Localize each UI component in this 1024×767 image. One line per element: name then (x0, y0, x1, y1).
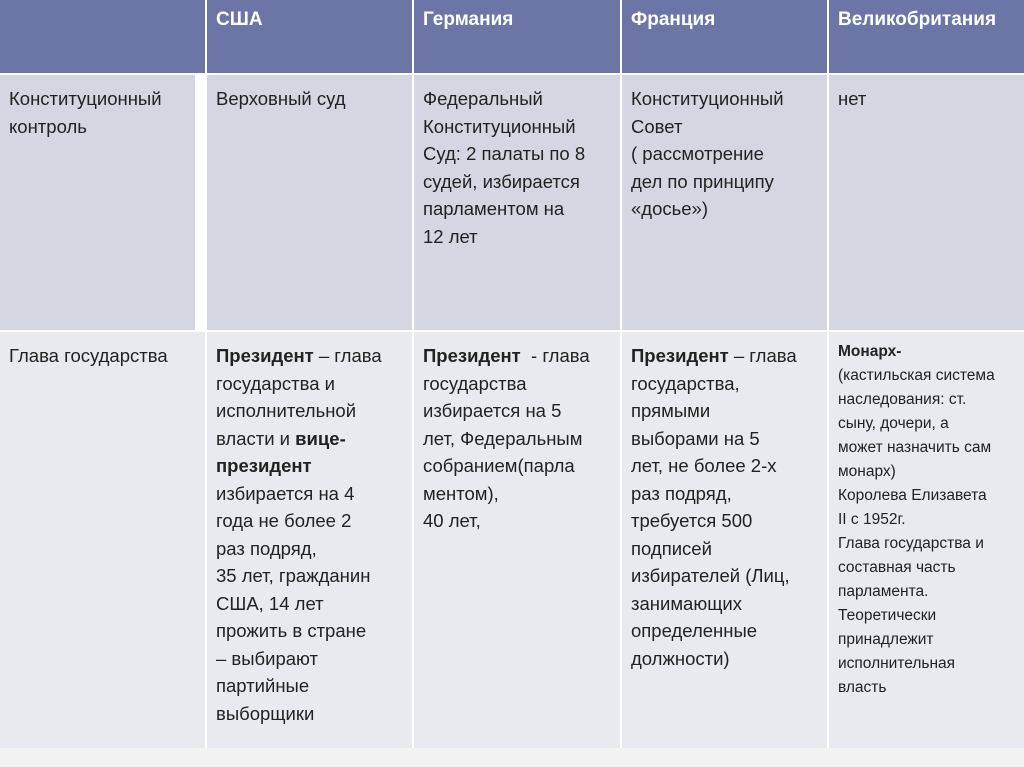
text-fragment: избирателей (Лиц, (631, 565, 790, 586)
text-fragment: раз подряд, (216, 537, 317, 559)
text-fragment: 12 лет (423, 225, 478, 247)
text-fragment: – глава (728, 345, 797, 366)
cell-line (423, 397, 612, 425)
cell-germany-head-of-state (414, 332, 620, 752)
cell-line (216, 85, 404, 113)
cell-usa-head-of-state (207, 332, 412, 752)
text-fragment: избирается на 5 (423, 400, 562, 421)
text-fragment: 35 лет, гражданин (216, 565, 371, 586)
text-fragment: лет, не более 2-х (631, 455, 777, 476)
cell-line (423, 425, 612, 453)
cell-line (631, 507, 819, 535)
cell-line (423, 370, 612, 398)
cell-line (631, 645, 819, 673)
cell-line (838, 676, 1024, 700)
text-fragment: Верховный суд (216, 88, 346, 109)
text-fragment: составная часть (838, 559, 956, 576)
slide-bottom-margin (0, 748, 1024, 767)
text-fragment: собранием(парла (423, 455, 575, 476)
cell-line (216, 700, 404, 728)
cell-line (631, 452, 819, 480)
cell-line (423, 452, 612, 480)
cell-line (838, 85, 1024, 113)
text-fragment: наследования: ст. (838, 391, 967, 408)
text-fragment: выборами на 5 (631, 427, 760, 449)
header-uk: Великобритания (829, 0, 1024, 73)
cell-line (631, 397, 819, 425)
text-fragment: Суд: 2 палаты по 8 (423, 143, 586, 164)
bold-term: вице- (295, 427, 346, 449)
text-fragment: выборщики (216, 702, 315, 724)
cell-line (631, 425, 819, 453)
text-fragment: Совет (631, 115, 683, 137)
text-fragment: Конституционный (631, 88, 784, 109)
text-fragment: Королева Елизавета (838, 487, 987, 504)
cell-line (631, 562, 819, 590)
header-germany: Германия (414, 0, 620, 73)
cell-line (838, 388, 1024, 412)
text-fragment: занимающих (631, 592, 743, 614)
text-fragment: сыну, дочери, а (838, 415, 949, 432)
cell-line (631, 113, 819, 141)
text-fragment: подписей (631, 537, 712, 559)
text-fragment: государства и (216, 372, 335, 394)
text-fragment: лет, Федеральным (423, 427, 583, 449)
text-fragment: 40 лет, (423, 510, 481, 531)
cell-line (838, 364, 1024, 388)
text-fragment: (кастильская система (838, 367, 995, 384)
text-fragment: государства, (631, 372, 740, 394)
cell-line (216, 562, 404, 590)
text-fragment: парламентом на (423, 198, 565, 219)
cell-line (216, 452, 404, 480)
cell-line (838, 508, 1024, 532)
cell-line (423, 168, 612, 196)
bold-term: Президент (216, 345, 314, 366)
cell-line (838, 604, 1024, 628)
bold-term: Монарх- (838, 343, 902, 360)
bold-term: Президент (631, 345, 729, 366)
cell-line (838, 460, 1024, 484)
text-fragment: определенные (631, 620, 758, 641)
text-fragment: Федеральный (423, 88, 543, 109)
cell-line (216, 425, 404, 453)
text-fragment: государства (423, 372, 527, 394)
cell-line (631, 480, 819, 508)
text-fragment: II с 1952г. (838, 511, 906, 528)
cell-line (216, 590, 404, 618)
text-fragment: может назначить сам (838, 439, 992, 456)
cell-france-constitutional-control (622, 75, 827, 330)
cell-line (216, 342, 404, 370)
cell-germany-constitutional-control (414, 75, 620, 330)
bold-term: президент (216, 455, 312, 476)
text-fragment: дел по принципу (631, 170, 774, 192)
cell-france-head-of-state (622, 332, 827, 752)
text-fragment: ( рассмотрение (631, 143, 764, 164)
text-fragment: раз подряд, (631, 482, 732, 504)
cell-line (838, 652, 1024, 676)
cell-line (216, 535, 404, 563)
text-fragment: ментом), (423, 482, 499, 504)
header-usa: США (207, 0, 412, 73)
text-fragment: «досье») (631, 198, 708, 219)
cell-line (631, 140, 819, 168)
cell-line (423, 85, 612, 113)
text-fragment: – выбирают (216, 647, 319, 669)
cell-line (423, 195, 612, 223)
cell-line (423, 480, 612, 508)
cell-line (216, 617, 404, 645)
bold-term: Президент (423, 345, 521, 366)
text-fragment: прямыми (631, 400, 711, 421)
cell-uk-head-of-state (829, 332, 1024, 752)
cell-line (631, 168, 819, 196)
text-fragment: власти и (216, 427, 296, 449)
cell-line (838, 340, 1024, 364)
cell-line (631, 370, 819, 398)
cell-line (423, 113, 612, 141)
text-fragment: должности) (631, 647, 730, 669)
cell-line (216, 397, 404, 425)
cell-line (216, 645, 404, 673)
cell-line (631, 590, 819, 618)
cell-line (838, 484, 1024, 508)
text-fragment: прожить в стране (216, 620, 367, 641)
cell-line (423, 140, 612, 168)
text-fragment: власть (838, 679, 887, 696)
cell-line (216, 370, 404, 398)
cell-line (838, 556, 1024, 580)
cell-line (216, 507, 404, 535)
cell-line (631, 617, 819, 645)
text-fragment: партийные (216, 675, 310, 696)
text-fragment: Конституционный (423, 115, 576, 137)
cell-line (631, 535, 819, 563)
text-fragment: принадлежит (838, 631, 934, 648)
cell-line (838, 436, 1024, 460)
text-fragment: исполнительная (838, 655, 956, 672)
text-fragment: Теоретически (838, 607, 937, 624)
cell-line (838, 412, 1024, 436)
row-label-constitutional-control: Конституционный контроль (0, 75, 195, 330)
text-fragment: требуется 500 (631, 510, 753, 531)
text-fragment: монарх) (838, 463, 896, 480)
text-fragment: - глава (520, 345, 590, 366)
text-fragment: избирается на 4 (216, 482, 355, 504)
cell-line (216, 672, 404, 700)
text-fragment: нет (838, 88, 867, 109)
header-france: Франция (622, 0, 827, 73)
cell-line (631, 342, 819, 370)
text-fragment: парламента. (838, 583, 929, 600)
text-fragment: Глава государства и (838, 535, 984, 552)
header-empty (0, 0, 205, 73)
cell-line (216, 480, 404, 508)
cell-line (631, 85, 819, 113)
cell-line (423, 342, 612, 370)
text-fragment: года не более 2 (216, 510, 352, 531)
cell-uk-constitutional-control (829, 75, 1024, 330)
text-fragment: судей, избирается (423, 170, 580, 192)
cell-line (838, 628, 1024, 652)
cell-line (423, 223, 612, 251)
cell-line (631, 195, 819, 223)
text-fragment: – глава (313, 345, 382, 366)
cell-line (838, 532, 1024, 556)
row-label-head-of-state: Глава государства (0, 332, 205, 752)
cell-line (423, 507, 612, 535)
text-fragment: исполнительной (216, 400, 357, 421)
cell-line (838, 580, 1024, 604)
cell-usa-constitutional-control (207, 75, 412, 330)
text-fragment: США, 14 лет (216, 592, 324, 614)
